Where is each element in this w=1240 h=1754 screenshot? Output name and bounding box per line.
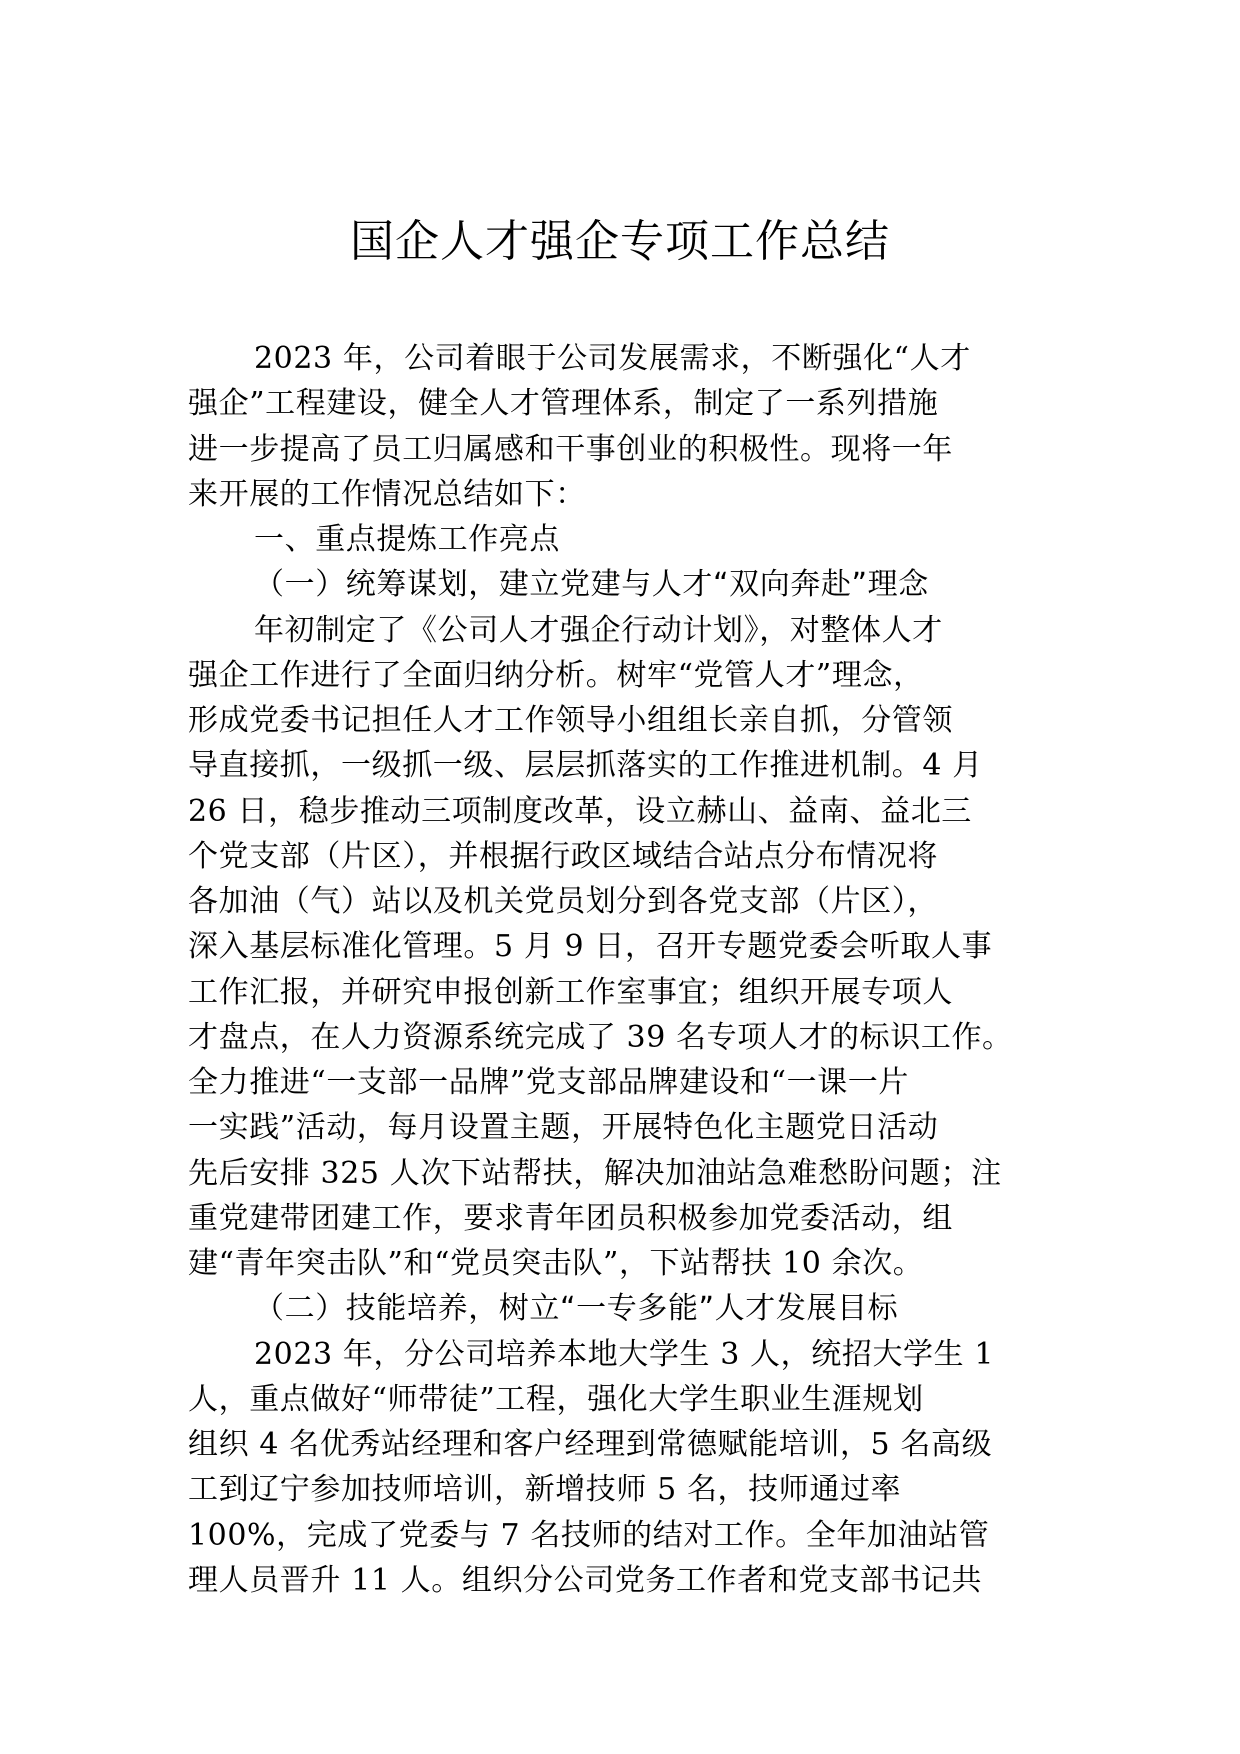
paragraph-line: 强企”工程建设，健全人才管理体系，制定了一系列措施 [188,386,939,422]
paragraph-line: 强企工作进行了全面归纳分析。树牢“党管人才”理念， [188,657,924,693]
paragraph-line: 理人员晋升 11 人。组织分公司党务工作者和党支部书记共 [188,1562,983,1598]
paragraph-line: 26 日，稳步推动三项制度改革，设立赫山、益南、益北三 [188,793,972,829]
paragraph-line: 先后安排 325 人次下站帮扶，解决加油站急难愁盼问题；注 [188,1155,1002,1191]
paragraph-line: 2023 年，公司着眼于公司发展需求，不断强化“人才 [254,341,971,376]
paragraph-line: 个党支部（片区），并根据行政区域结合站点分布情况将 [188,838,938,874]
paragraph-line: 全力推进“一支部一品牌”党支部品牌建设和“一课一片 [188,1065,910,1100]
paragraph-line: 一实践”活动，每月设置主题，开展特色化主题党日活动 [188,1110,939,1146]
paragraph-line: 100%，完成了党委与 7 名技师的结对工作。全年加油站管 [188,1517,990,1553]
subsection-heading: （二）技能培养，树立“一专多能”人才发展目标 [254,1291,899,1327]
paragraph-line: 导直接抓，一级抓一级、层层抓落实的工作推进机制。4 月 [188,748,983,784]
paragraph-line: 工到辽宁参加技师培训，新增技师 5 名，技师通过率 [188,1472,902,1508]
paragraph-line: 人，重点做好“师带徒”工程，强化大学生职业生涯规划 [188,1381,924,1417]
paragraph-line: 才盘点，在人力资源系统完成了 39 名专项人才的标识工作。 [188,1019,1013,1055]
paragraph-line: 重党建带团建工作，要求青年团员积极参加党委活动，组 [188,1200,953,1236]
paragraph-line: 深入基层标准化管理。5 月 9 日，召开专题党委会听取人事 [188,929,993,965]
paragraph-line: 年初制定了《公司人才强企行动计划》，对整体人才 [254,612,943,648]
paragraph-line: 形成党委书记担任人才工作领导小组组长亲自抓，分管领 [188,703,953,738]
paragraph-line: 2023 年，分公司培养本地大学生 3 人，统招大学生 1 [254,1336,995,1372]
paragraph-line: 组织 4 名优秀站经理和客户经理到常德赋能培训，5 名高级 [188,1427,993,1462]
paragraph-line: 来开展的工作情况总结如下： [188,476,586,512]
document-body [188,336,1068,1603]
section-heading: 一、重点提炼工作亮点 [254,522,560,557]
subsection-heading: （一）统筹谋划，建立党建与人才“双向奔赴”理念 [254,567,929,603]
paragraph-line: 建“青年突击队”和“党员突击队”，下站帮扶 10 余次。 [188,1246,924,1281]
paragraph-line: 工作汇报，并研究申报创新工作室事宜；组织开展专项人 [188,974,953,1010]
paragraph-line: 各加油（气）站以及机关党员划分到各党支部（片区）， [188,884,938,919]
document-title: 国企人才强企专项工作总结 [350,216,890,267]
paragraph-line: 进一步提高了员工归属感和干事创业的积极性。现将一年 [188,431,953,467]
